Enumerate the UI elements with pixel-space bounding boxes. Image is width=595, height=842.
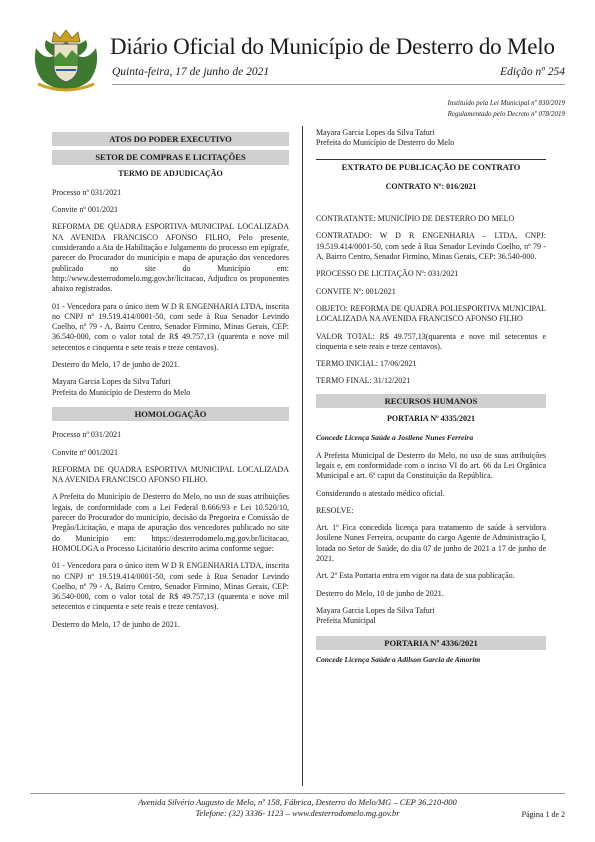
section-bar-homologation: HOMOLOGAÇÃO — [52, 407, 289, 421]
invitation-number: CONVITE Nº: 001/2021 — [316, 286, 396, 296]
ordinance-date: Desterro do Melo, 10 de junho de 2021. — [316, 588, 444, 598]
process-number: Processo nº 031/2021 — [52, 430, 122, 440]
contract-object: OBJETO: REFORMA DE QUADRA POLIESPORTIVA MUNICIPAL LOCALIZADA NA AVENIDA FRANCISCO AFONSO FILHO — [316, 303, 546, 324]
signatory-name: Mayara Garcia Lopes da Silva Tafuri — [316, 128, 435, 137]
ordinance-number: PORTARIA Nº 4335/2021 — [387, 414, 475, 424]
ordinance-number: PORTARIA Nº 4336/2021 — [316, 636, 546, 650]
newspaper-title: Diário Oficial do Município de Desterro do Melo — [110, 34, 555, 59]
bidding-process: PROCESSO DE LICITAÇÃO Nº: 031/2021 — [316, 269, 459, 279]
municipal-crest-icon — [30, 26, 102, 94]
end-term: TERMO FINAL: 31/12/2021 — [316, 376, 411, 386]
right-column — [316, 128, 546, 672]
ordinance-summary: Concede Licença Saúde a Adilson Garcia de Amorim — [316, 654, 481, 664]
ordinance-summary: Concede Licença Saúde a Josilene Nunes Ferreira — [316, 433, 474, 443]
publication-date: Quinta-feira, 17 de junho de 2021 — [112, 66, 270, 78]
contract-value: VALOR TOTAL: R$ 49.757,13(quarenta e nove mil setecentos e cinquenta e sete reais e treze centavos). — [316, 331, 546, 351]
ordinance-consideration: Considerando o atestado médico oficial. — [316, 488, 445, 498]
signature-block — [316, 128, 546, 149]
contracting-party: CONTRATANTE: MUNICÍPIO DE DESTERRO DO MELO — [316, 214, 515, 224]
invitation-number: Convite nº 001/2021 — [52, 205, 119, 215]
footer — [0, 797, 595, 819]
contracted-party: CONTRATADO: W D R ENGENHARIA – LTDA, CNPJ: 19.519.414/0001-50, com sede à Rua Senador Levindo Coelho, nº 79 - A, Bairro Centro, Senador Firmino, Minas Gerais, CEP: 36.540-000. — [316, 231, 546, 262]
start-term: TERMO INICIAL: 17/06/2021 — [316, 359, 417, 369]
ordinance-resolve: RESOLVE: — [316, 505, 354, 515]
signatory-role: Prefeita Municipal — [316, 616, 376, 626]
signatory-name: Mayara Garcia Lopes da Silva Tafuri — [52, 377, 171, 387]
adjudication-date: Desterro do Melo, 17 de junho de 2021. — [52, 360, 180, 370]
winner-text: 01 - Vencedora para o único item W D R ENGENHARIA LTDA, inscrita no CNPJ nº 19.519.414/0001-50, com sede à Rua Senador Levindo Coelho, nº 79 - A, Bairro Centro, Senador Firmino, Minas Gerais, CEP: 36.540-000, com o valor total de R$ 49.757,13 (quarenta e nove mil setecentos e cinquenta e sete reais e treze centavos). — [52, 301, 289, 352]
contract-number: CONTRATO Nº: 016/2021 — [385, 181, 477, 191]
winner-text: 01 - Vencedora para o único item W D R ENGENHARIA LTDA, inscrita no CNPJ nº 19.519.414/0001-50, com sede à Rua Senador Levindo Coelho, nº 79 - A, Bairro Centro, Senador Firmino, Minas Gerais, CEP: 36.540-000, com o valor total de R$ 49.757,13 (quarenta e nove mil setecentos e cinquenta e sete reais e treze centavos). — [52, 561, 289, 612]
legal-basis-law: Instituído pela Lei Municipal nº 830/2019 — [447, 99, 565, 107]
edition-number: Edição nº 254 — [500, 66, 565, 78]
ordinance-article-1: Art. 1º Fica concedida licença para tratamento de saúde à servidora Josilene Nunes Ferreira, ocupante do cargo Agente de Administração I, lotada no Setor de Saúde, do dia 07 de junho de 2021 a 17 de junho de 2021. — [316, 523, 546, 564]
header-rule — [112, 84, 565, 85]
section-bar-executive: ATOS DO PODER EXECUTIVO — [52, 132, 289, 146]
footer-rule — [30, 793, 565, 794]
adjudication-text: REFORMA DE QUADRA ESPORTIVA MUNICIPAL LOCALIZADA NA AVENIDA FRANCISCO AFONSO FILHO, Pelo presente, considerando a Ata de Habilitação e Julgamento do processo em epígrafe, parecer do Procurador do município e mapa de apuração dos vencedores publicado no site do Município em: http://www.desterrodomelo.mg.gov.br/licitacao, Adjudico os proponentes abaixo registrados. — [52, 222, 289, 294]
masthead — [30, 18, 565, 118]
page-number: Página 1 de 2 — [521, 810, 565, 819]
footer-contact: Telefone: (32) 3336- 1123 – www.desterrodomelo.mg.gov.br — [195, 808, 400, 818]
signatory-role: Prefeita do Município de Desterro do Melo — [316, 138, 455, 148]
ordinance-article-2: Art. 2º Esta Portaria entra em vigor na data de sua publicação. — [316, 571, 515, 581]
homologation-date: Desterro do Melo, 17 de junho de 2021. — [52, 619, 180, 629]
column-divider — [302, 126, 303, 786]
legal-basis — [448, 98, 565, 120]
section-bar-procurement: SETOR DE COMPRAS E LICITAÇÕES — [52, 150, 289, 164]
homologation-text: A Prefeita do Município de Desterro do Melo, no uso de suas atribuições legais, de conformidade com a Lei Federal 8.666/93 e Lei 10.520/10, parecer do Procurador do município, decisão da Pregoeira e Comissão de Pregão/Licitação, e mapa de apuração dos vencedores publicado no site do Município em: https://desterrodomelo.mg.gov.br/licitacao, HOMOLOGA o Processo Licitatório descrito acima conforme segue: — [52, 492, 289, 553]
signatory-role: Prefeita do Município de Desterro do Melo — [52, 387, 191, 397]
heading-adjudication: TERMO DE ADJUDICAÇÃO — [118, 168, 223, 178]
process-number: Processo nº 031/2021 — [52, 187, 122, 197]
legal-basis-decree: Regulamentado pelo Decreto nº 078/2019 — [447, 110, 565, 118]
ordinance-preamble: A Prefeita Municipal de Desterro do Melo, no uso de suas atribuições legais e, em conformidade com o inciso VI do art. 66 da Lei Orgânica Municipal e art. 6º caput da Constituição da República. — [316, 450, 546, 481]
heading-contract-extract: EXTRATO DE PUBLICAÇÃO DE CONTRATO — [316, 159, 546, 174]
signature-block — [52, 377, 289, 398]
left-column — [52, 128, 289, 637]
section-bar-human-resources: RECURSOS HUMANOS — [316, 394, 546, 408]
signature-block — [316, 606, 546, 627]
footer-address: Avenida Silvério Augusto de Melo, nº 158, Fábrica, Desterro do Melo/MG – CEP 36.210-000 — [138, 797, 457, 807]
homologation-object: REFORMA DE QUADRA ESPORTIVA MUNICIPAL LOCALIZADA NA AVENIDA FRANCISCO AFONSO FILHO. — [52, 464, 289, 485]
signatory-name: Mayara Garcia Lopes da Silva Tafuri — [316, 605, 435, 615]
invitation-number: Convite nº 001/2021 — [52, 447, 119, 457]
